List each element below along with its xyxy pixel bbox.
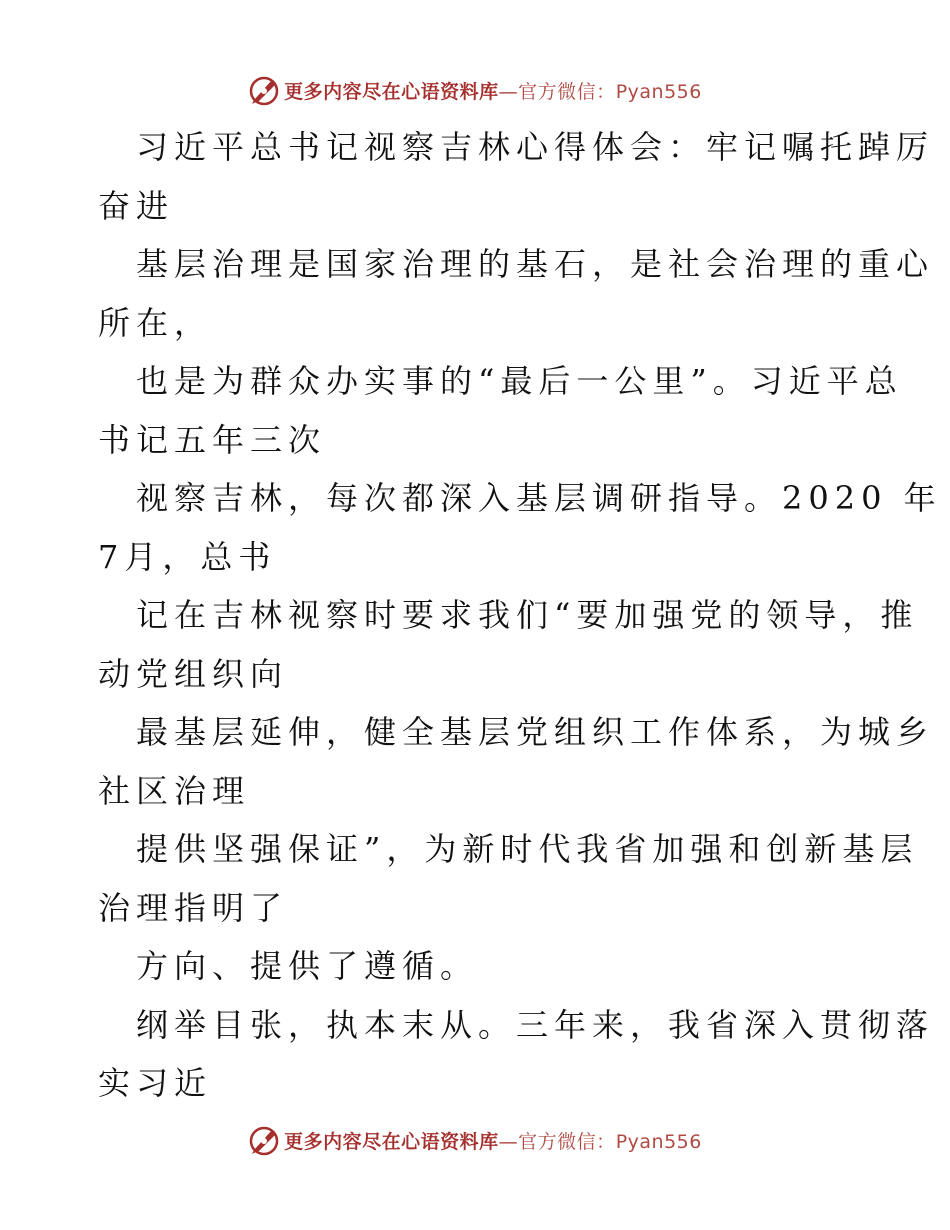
- text-line: 习近平总书记视察吉林心得体会：牢记嘱托踔厉: [136, 128, 935, 166]
- text-line: 所在，: [98, 303, 213, 342]
- text-line: 治理指明了: [98, 888, 289, 927]
- text-line: 7月，总书: [98, 537, 277, 576]
- document-body: [98, 118, 942, 1113]
- footer-banner: [0, 1120, 950, 1160]
- banner-main-text: 更多内容尽在心语资料库: [284, 1130, 499, 1153]
- banner-text: [284, 1127, 702, 1154]
- banner-wechat-id: Pyan556: [615, 1130, 702, 1153]
- text-line: 也是为群众办实事的“最后一公里”。习近平总: [136, 362, 903, 400]
- text-line: 动党组织向: [98, 654, 289, 693]
- banner-wechat-label: 官方微信：: [518, 1130, 616, 1153]
- banner-wechat-label: 官方微信：: [518, 80, 616, 103]
- banner-wechat-id: Pyan556: [615, 80, 702, 103]
- text-line: 基层治理是国家治理的基石，是社会治理的重心: [136, 245, 935, 283]
- text-line: 记在吉林视察时要求我们“要加强党的领导，推: [136, 596, 919, 634]
- text-line: 奋进: [98, 186, 175, 225]
- banner-text: [284, 77, 702, 104]
- banner-separator: —: [498, 80, 519, 103]
- text-line: 视察吉林，每次都深入基层调研指导。2020 年: [136, 479, 942, 517]
- text-line: 提供坚强保证”，为新时代我省加强和创新基层: [136, 830, 919, 868]
- pen-logo-icon: [248, 74, 280, 106]
- text-line: 书记五年三次: [98, 420, 327, 459]
- pen-logo-icon: [248, 1124, 280, 1156]
- text-line: 实习近: [98, 1064, 213, 1102]
- banner-separator: —: [498, 1130, 519, 1153]
- text-line: 纲举目张，执本末从。三年来，我省深入贯彻落: [136, 1005, 935, 1044]
- text-line: 方向、提供了遵循。: [136, 947, 479, 985]
- banner-main-text: 更多内容尽在心语资料库: [284, 80, 499, 103]
- text-line: 最基层延伸，健全基层党组织工作体系，为城乡: [136, 713, 935, 751]
- text-line: 社区治理: [98, 771, 251, 810]
- header-banner: [0, 70, 950, 110]
